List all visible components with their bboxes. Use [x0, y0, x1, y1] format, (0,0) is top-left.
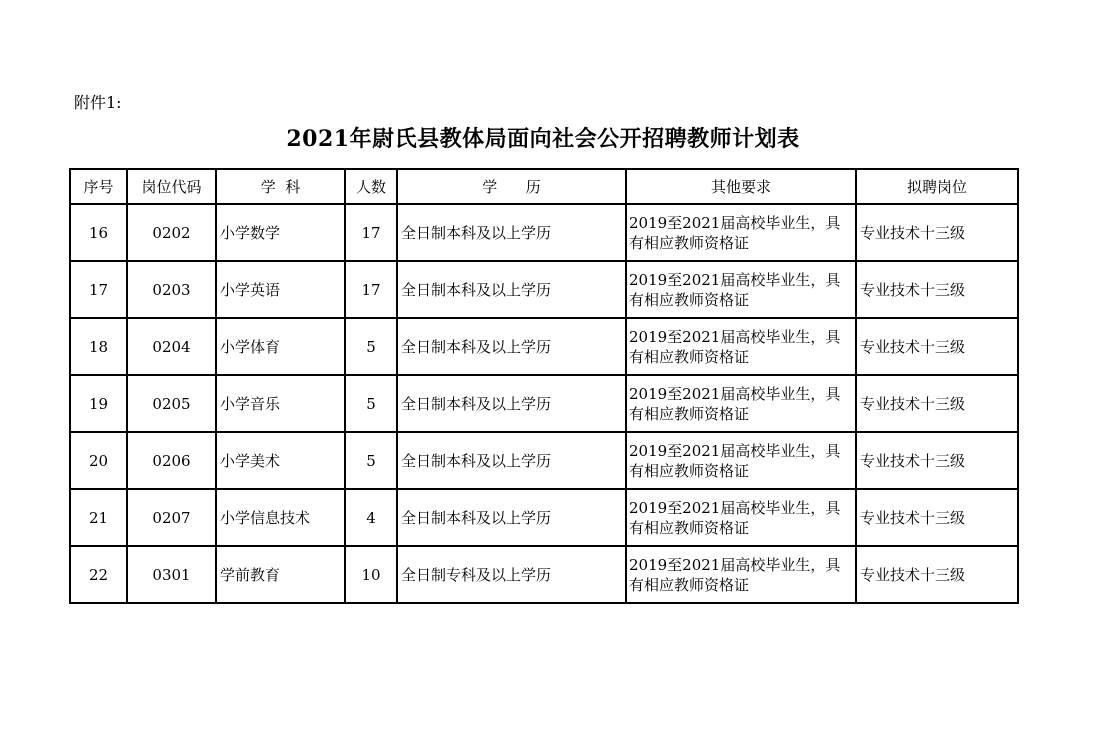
header-position: 拟聘岗位 [856, 169, 1018, 204]
table-row [70, 489, 1018, 546]
cell-education: 全日制专科及以上学历 [397, 546, 626, 603]
cell-seq: 16 [70, 204, 127, 261]
cell-subject: 小学英语 [216, 261, 345, 318]
table-row [70, 204, 1018, 261]
cell-position: 专业技术十三级 [856, 261, 1018, 318]
table-header-row [70, 169, 1018, 204]
cell-code: 0301 [127, 546, 216, 603]
cell-requirements: 2019至2021届高校毕业生，具有相应教师资格证 [626, 432, 856, 489]
header-count: 人数 [345, 169, 397, 204]
table-row [70, 375, 1018, 432]
cell-requirements: 2019至2021届高校毕业生，具有相应教师资格证 [626, 261, 856, 318]
cell-count: 5 [345, 318, 397, 375]
cell-position: 专业技术十三级 [856, 204, 1018, 261]
cell-position: 专业技术十三级 [856, 318, 1018, 375]
cell-position: 专业技术十三级 [856, 489, 1018, 546]
cell-seq: 19 [70, 375, 127, 432]
cell-code: 0203 [127, 261, 216, 318]
cell-seq: 18 [70, 318, 127, 375]
cell-code: 0205 [127, 375, 216, 432]
cell-code: 0207 [127, 489, 216, 546]
cell-count: 17 [345, 204, 397, 261]
cell-subject: 小学体育 [216, 318, 345, 375]
cell-position: 专业技术十三级 [856, 375, 1018, 432]
cell-subject: 小学信息技术 [216, 489, 345, 546]
cell-seq: 17 [70, 261, 127, 318]
cell-code: 0202 [127, 204, 216, 261]
table-row [70, 432, 1018, 489]
cell-seq: 22 [70, 546, 127, 603]
cell-subject: 小学音乐 [216, 375, 345, 432]
cell-subject: 小学美术 [216, 432, 345, 489]
cell-position: 专业技术十三级 [856, 546, 1018, 603]
recruitment-plan-table [69, 168, 1019, 604]
header-education: 学 历 [397, 169, 626, 204]
table-row [70, 318, 1018, 375]
cell-code: 0206 [127, 432, 216, 489]
cell-requirements: 2019至2021届高校毕业生，具有相应教师资格证 [626, 204, 856, 261]
cell-requirements: 2019至2021届高校毕业生，具有相应教师资格证 [626, 318, 856, 375]
cell-seq: 20 [70, 432, 127, 489]
header-code: 岗位代码 [127, 169, 216, 204]
cell-subject: 学前教育 [216, 546, 345, 603]
cell-education: 全日制本科及以上学历 [397, 261, 626, 318]
cell-code: 0204 [127, 318, 216, 375]
cell-count: 4 [345, 489, 397, 546]
header-subject: 学 科 [216, 169, 345, 204]
header-requirements: 其他要求 [626, 169, 856, 204]
cell-seq: 21 [70, 489, 127, 546]
cell-subject: 小学数学 [216, 204, 345, 261]
page-title: 2021年尉氏县教体局面向社会公开招聘教师计划表 [286, 126, 800, 152]
table-row [70, 261, 1018, 318]
cell-requirements: 2019至2021届高校毕业生，具有相应教师资格证 [626, 546, 856, 603]
cell-count: 17 [345, 261, 397, 318]
cell-count: 5 [345, 375, 397, 432]
annex-label: 附件1: [74, 93, 122, 112]
cell-education: 全日制本科及以上学历 [397, 489, 626, 546]
cell-requirements: 2019至2021届高校毕业生，具有相应教师资格证 [626, 375, 856, 432]
cell-education: 全日制本科及以上学历 [397, 318, 626, 375]
cell-requirements: 2019至2021届高校毕业生，具有相应教师资格证 [626, 489, 856, 546]
cell-education: 全日制本科及以上学历 [397, 432, 626, 489]
table-row [70, 546, 1018, 603]
header-seq: 序号 [70, 169, 127, 204]
cell-position: 专业技术十三级 [856, 432, 1018, 489]
cell-count: 5 [345, 432, 397, 489]
cell-education: 全日制本科及以上学历 [397, 375, 626, 432]
cell-count: 10 [345, 546, 397, 603]
cell-education: 全日制本科及以上学历 [397, 204, 626, 261]
